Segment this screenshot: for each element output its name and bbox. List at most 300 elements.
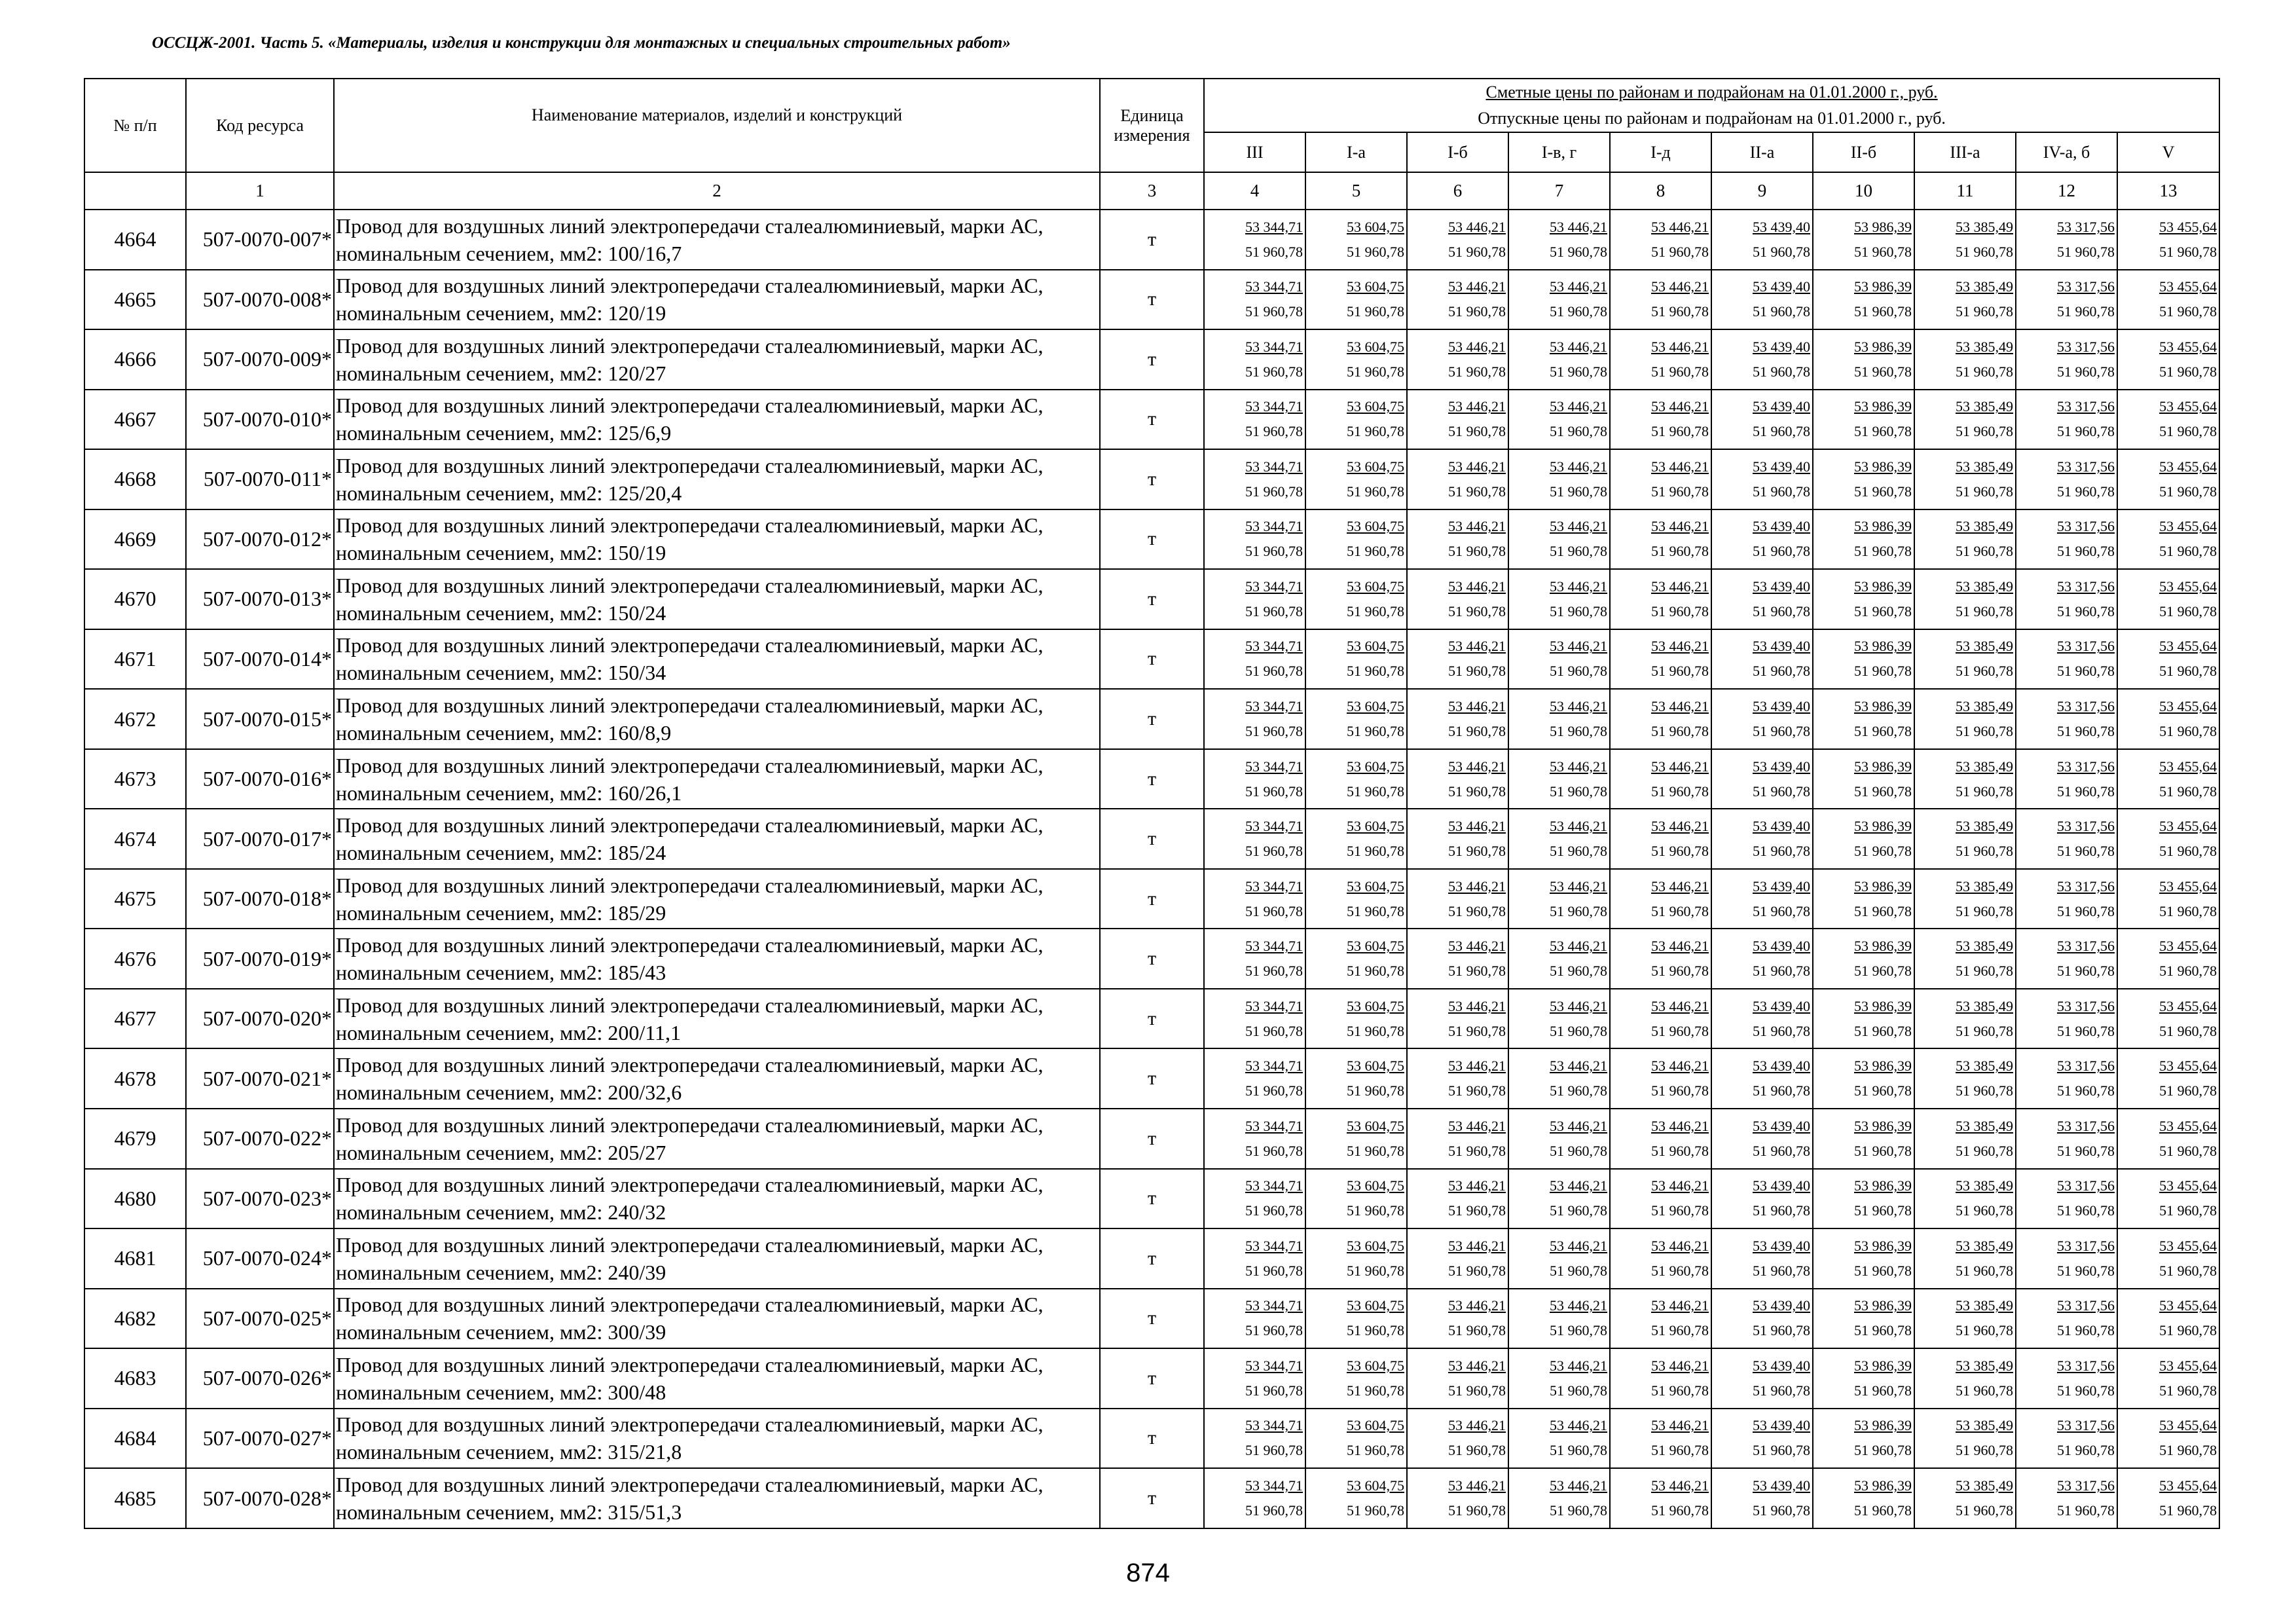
- price-estimate: 53 344,71: [1245, 1477, 1303, 1494]
- price-cell: [1204, 1169, 1305, 1229]
- item-name: [334, 270, 1100, 330]
- price-cell: [1813, 689, 1914, 749]
- item-name: [334, 329, 1100, 390]
- price-cell: [2016, 1169, 2117, 1229]
- price-cell: [1914, 869, 2016, 929]
- price-estimate: 53 455,64: [2159, 938, 2217, 955]
- price-estimate: 53 446,21: [1550, 877, 1607, 895]
- price-estimate: 53 446,21: [1651, 398, 1709, 415]
- col-header-np: № п/п: [84, 79, 186, 172]
- price-cell: [1407, 449, 1508, 509]
- price-cell: [1508, 689, 1610, 749]
- resource-code: 507-0070-009*: [186, 329, 334, 390]
- price-cell: [1407, 1468, 1508, 1528]
- price-release: 51 960,78: [1245, 1442, 1303, 1459]
- price-estimate: 53 446,21: [1550, 278, 1607, 295]
- price-cell: [1407, 989, 1508, 1049]
- price-estimate: 53 344,71: [1245, 338, 1303, 355]
- price-estimate: 53 344,71: [1245, 698, 1303, 715]
- price-estimate: 53 986,39: [1854, 818, 1912, 835]
- unit: т: [1100, 749, 1204, 809]
- price-release: 51 960,78: [1245, 1142, 1303, 1159]
- price-cell: [2117, 809, 2219, 869]
- price-release: 51 960,78: [1956, 1322, 2013, 1339]
- price-estimate: 53 385,49: [1956, 1357, 2013, 1374]
- price-estimate: 53 385,49: [1956, 578, 2013, 595]
- price-cell: [1508, 749, 1610, 809]
- price-cell: [1914, 210, 2016, 270]
- price-estimate: 53 455,64: [2159, 1417, 2217, 1434]
- row-number: 4677: [84, 989, 186, 1049]
- price-estimate: 53 455,64: [2159, 877, 2217, 895]
- price-cell: [1305, 1289, 1407, 1349]
- price-release: 51 960,78: [1753, 843, 1810, 860]
- price-cell: [1711, 929, 1813, 989]
- price-cell: [1610, 1289, 1711, 1349]
- price-cell: [2016, 989, 2117, 1049]
- price-estimate: 53 344,71: [1245, 398, 1303, 415]
- price-cell: [2016, 509, 2117, 570]
- price-cell: [1508, 569, 1610, 629]
- price-cell: [1204, 749, 1305, 809]
- column-number: 3: [1100, 172, 1204, 210]
- item-name-line: номинальным сечением, мм2: 315/51,3: [336, 1500, 682, 1524]
- price-cell: [1204, 210, 1305, 270]
- region-header: I-в, г: [1508, 132, 1610, 172]
- price-estimate: 53 317,56: [2057, 938, 2115, 955]
- price-cell: [1914, 1468, 2016, 1528]
- price-cell: [1813, 749, 1914, 809]
- price-estimate: 53 317,56: [2057, 1117, 2115, 1134]
- price-estimate: 53 344,71: [1245, 278, 1303, 295]
- table-row: [84, 1468, 2219, 1528]
- row-number: 4684: [84, 1409, 186, 1469]
- page-header: ОССЦЖ-2001. Часть 5. «Материалы, изделия и конструкции для монтажных и специальных строительных работ»: [152, 34, 1011, 52]
- price-cell: [2117, 509, 2219, 570]
- price-release: 51 960,78: [1854, 1262, 1912, 1279]
- price-cell: [1711, 270, 1813, 330]
- table-row: [84, 929, 2219, 989]
- column-number: 11: [1914, 172, 2016, 210]
- region-header: II-а: [1711, 132, 1813, 172]
- price-cell: [1813, 1409, 1914, 1469]
- price-release: 51 960,78: [1651, 1202, 1709, 1219]
- price-estimate: 53 446,21: [1651, 1117, 1709, 1134]
- price-estimate: 53 446,21: [1448, 758, 1506, 775]
- price-release: 51 960,78: [1651, 1502, 1709, 1519]
- price-estimate: 53 604,75: [1347, 1237, 1404, 1254]
- price-cell: [1204, 1048, 1305, 1109]
- unit: т: [1100, 1468, 1204, 1528]
- price-release: 51 960,78: [1854, 303, 1912, 320]
- price-release: 51 960,78: [1753, 723, 1810, 740]
- price-release: 51 960,78: [1245, 602, 1303, 619]
- price-estimate: 53 446,21: [1550, 398, 1607, 415]
- item-name-line: номинальным сечением, мм2: 120/27: [336, 361, 666, 385]
- price-estimate: 53 986,39: [1854, 698, 1912, 715]
- price-release: 51 960,78: [1956, 483, 2013, 500]
- row-number: 4674: [84, 809, 186, 869]
- item-name-line: Провод для воздушных линий электропередачи сталеалюминиевый, марки АС,: [336, 873, 1044, 897]
- price-release: 51 960,78: [1347, 423, 1404, 440]
- price-release: 51 960,78: [2057, 1142, 2115, 1159]
- item-name-line: номинальным сечением, мм2: 240/39: [336, 1260, 666, 1284]
- price-release: 51 960,78: [2057, 243, 2115, 260]
- price-cell: [1508, 1169, 1610, 1229]
- item-name-line: номинальным сечением, мм2: 300/39: [336, 1320, 666, 1344]
- price-cell: [1204, 1289, 1305, 1349]
- price-release: 51 960,78: [1651, 1262, 1709, 1279]
- price-cell: [2016, 329, 2117, 390]
- price-estimate: 53 439,40: [1753, 578, 1810, 595]
- item-name-line: номинальным сечением, мм2: 315/21,8: [336, 1440, 682, 1464]
- price-cell: [1914, 449, 2016, 509]
- price-estimate: 53 385,49: [1956, 218, 2013, 235]
- price-estimate: 53 317,56: [2057, 1058, 2115, 1075]
- unit: т: [1100, 1109, 1204, 1169]
- unit: т: [1100, 329, 1204, 390]
- price-estimate: 53 439,40: [1753, 1177, 1810, 1194]
- row-number: 4675: [84, 869, 186, 929]
- price-release: 51 960,78: [1854, 902, 1912, 919]
- price-release: 51 960,78: [2057, 602, 2115, 619]
- price-estimate: 53 385,49: [1956, 938, 2013, 955]
- price-release: 51 960,78: [1854, 1202, 1912, 1219]
- price-estimate: 53 446,21: [1550, 1297, 1607, 1314]
- row-number: 4672: [84, 689, 186, 749]
- price-cell: [1407, 1048, 1508, 1109]
- price-release: 51 960,78: [1550, 1202, 1607, 1219]
- row-number: 4671: [84, 629, 186, 690]
- price-release: 51 960,78: [1448, 1142, 1506, 1159]
- price-cell: [2117, 689, 2219, 749]
- price-cell: [2016, 1228, 2117, 1289]
- price-release: 51 960,78: [1550, 1382, 1607, 1399]
- item-name-line: Провод для воздушных линий электропередачи сталеалюминиевый, марки АС,: [336, 513, 1044, 538]
- resource-code: 507-0070-020*: [186, 989, 334, 1049]
- column-number: 5: [1305, 172, 1407, 210]
- column-number: 13: [2117, 172, 2219, 210]
- price-cell: [1914, 1048, 2016, 1109]
- price-estimate: 53 446,21: [1448, 338, 1506, 355]
- price-release: 51 960,78: [1956, 1022, 2013, 1039]
- price-release: 51 960,78: [1753, 602, 1810, 619]
- price-release: 51 960,78: [2057, 783, 2115, 800]
- price-estimate: 53 385,49: [1956, 877, 2013, 895]
- column-number: 4: [1204, 172, 1305, 210]
- price-release: 51 960,78: [1753, 783, 1810, 800]
- price-estimate: 53 385,49: [1956, 1477, 2013, 1494]
- price-cell: [1610, 629, 1711, 690]
- price-estimate: 53 439,40: [1753, 518, 1810, 535]
- price-estimate: 53 986,39: [1854, 278, 1912, 295]
- price-release: 51 960,78: [1550, 243, 1607, 260]
- price-cell: [2117, 629, 2219, 690]
- price-estimate: 53 385,49: [1956, 518, 2013, 535]
- price-cell: [1407, 1228, 1508, 1289]
- table-row: [84, 569, 2219, 629]
- price-estimate: 53 317,56: [2057, 638, 2115, 655]
- price-cell: [1407, 809, 1508, 869]
- price-cell: [1407, 1289, 1508, 1349]
- price-cell: [1914, 749, 2016, 809]
- price-estimate: 53 986,39: [1854, 578, 1912, 595]
- price-estimate: 53 385,49: [1956, 818, 2013, 835]
- price-estimate: 53 446,21: [1448, 877, 1506, 895]
- price-release: 51 960,78: [1448, 1382, 1506, 1399]
- price-release: 51 960,78: [1448, 1442, 1506, 1459]
- price-cell: [2117, 390, 2219, 450]
- price-cell: [2117, 1109, 2219, 1169]
- row-number: 4685: [84, 1468, 186, 1528]
- item-name-line: номинальным сечением, мм2: 200/11,1: [336, 1020, 682, 1044]
- price-estimate: 53 446,21: [1448, 638, 1506, 655]
- price-release: 51 960,78: [1347, 1322, 1404, 1339]
- price-cell: [1508, 449, 1610, 509]
- item-name-line: Провод для воздушных линий электропередачи сталеалюминиевый, марки АС,: [336, 1412, 1044, 1437]
- price-release: 51 960,78: [1854, 1502, 1912, 1519]
- price-estimate: 53 986,39: [1854, 758, 1912, 775]
- price-cell: [1610, 1169, 1711, 1229]
- price-cell: [1508, 1348, 1610, 1409]
- region-header: V: [2117, 132, 2219, 172]
- price-cell: [2016, 1409, 2117, 1469]
- price-estimate: 53 455,64: [2159, 338, 2217, 355]
- price-title-estimate: Сметные цены по районам и подрайонам на 01.01.2000 г., руб.: [1485, 83, 1938, 101]
- price-estimate: 53 986,39: [1854, 938, 1912, 955]
- price-estimate: 53 446,21: [1448, 1237, 1506, 1254]
- item-name: [334, 1348, 1100, 1409]
- price-release: 51 960,78: [1550, 963, 1607, 980]
- price-cell: [1813, 449, 1914, 509]
- row-number: 4681: [84, 1228, 186, 1289]
- column-number: 10: [1813, 172, 1914, 210]
- price-cell: [1305, 509, 1407, 570]
- item-name-line: Провод для воздушных линий электропередачи сталеалюминиевый, марки АС,: [336, 1232, 1044, 1257]
- unit: т: [1100, 1409, 1204, 1469]
- price-release: 51 960,78: [1347, 723, 1404, 740]
- price-release: 51 960,78: [1550, 663, 1607, 680]
- price-estimate: 53 986,39: [1854, 1297, 1912, 1314]
- price-estimate: 53 446,21: [1448, 698, 1506, 715]
- col-header-prices: [1204, 79, 2219, 132]
- price-release: 51 960,78: [1956, 1382, 2013, 1399]
- price-release: 51 960,78: [1651, 963, 1709, 980]
- price-release: 51 960,78: [2159, 723, 2217, 740]
- price-release: 51 960,78: [1753, 963, 1810, 980]
- price-cell: [2016, 629, 2117, 690]
- price-release: 51 960,78: [1854, 963, 1912, 980]
- price-cell: [1610, 989, 1711, 1049]
- row-number: 4670: [84, 569, 186, 629]
- price-cell: [1813, 869, 1914, 929]
- price-estimate: 53 344,71: [1245, 1058, 1303, 1075]
- price-cell: [2117, 569, 2219, 629]
- price-estimate: 53 446,21: [1651, 1477, 1709, 1494]
- price-estimate: 53 344,71: [1245, 938, 1303, 955]
- price-release: 51 960,78: [1651, 602, 1709, 619]
- price-estimate: 53 446,21: [1651, 578, 1709, 595]
- unit: т: [1100, 629, 1204, 690]
- unit: т: [1100, 270, 1204, 330]
- price-release: 51 960,78: [1854, 1082, 1912, 1099]
- price-estimate: 53 604,75: [1347, 218, 1404, 235]
- price-estimate: 53 439,40: [1753, 1357, 1810, 1374]
- price-estimate: 53 344,71: [1245, 518, 1303, 535]
- price-estimate: 53 455,64: [2159, 1357, 2217, 1374]
- price-cell: [1305, 809, 1407, 869]
- price-estimate: 53 986,39: [1854, 1177, 1912, 1194]
- price-cell: [1407, 1109, 1508, 1169]
- price-release: 51 960,78: [1651, 1142, 1709, 1159]
- item-name: [334, 569, 1100, 629]
- price-release: 51 960,78: [1347, 1442, 1404, 1459]
- price-cell: [1204, 390, 1305, 450]
- price-release: 51 960,78: [1550, 1262, 1607, 1279]
- price-cell: [2117, 1228, 2219, 1289]
- price-release: 51 960,78: [1753, 1202, 1810, 1219]
- price-release: 51 960,78: [1956, 902, 2013, 919]
- unit: т: [1100, 1169, 1204, 1229]
- price-estimate: 53 604,75: [1347, 1417, 1404, 1434]
- price-estimate: 53 446,21: [1448, 458, 1506, 475]
- price-release: 51 960,78: [1956, 1142, 2013, 1159]
- price-cell: [1813, 1169, 1914, 1229]
- price-cell: [1305, 629, 1407, 690]
- price-cell: [1407, 749, 1508, 809]
- price-cell: [1508, 1468, 1610, 1528]
- price-release: 51 960,78: [1651, 723, 1709, 740]
- price-release: 51 960,78: [1651, 303, 1709, 320]
- price-cell: [2117, 329, 2219, 390]
- unit: т: [1100, 689, 1204, 749]
- price-estimate: 53 317,56: [2057, 1177, 2115, 1194]
- resource-code: 507-0070-012*: [186, 509, 334, 570]
- item-name: [334, 749, 1100, 809]
- price-release: 51 960,78: [1550, 1142, 1607, 1159]
- price-release: 51 960,78: [1550, 303, 1607, 320]
- unit: т: [1100, 929, 1204, 989]
- price-cell: [1204, 689, 1305, 749]
- price-estimate: 53 446,21: [1448, 997, 1506, 1014]
- item-name: [334, 1468, 1100, 1528]
- price-cell: [1407, 929, 1508, 989]
- price-release: 51 960,78: [1448, 1262, 1506, 1279]
- price-release: 51 960,78: [1854, 1022, 1912, 1039]
- price-release: 51 960,78: [1347, 602, 1404, 619]
- price-estimate: 53 986,39: [1854, 997, 1912, 1014]
- resource-code: 507-0070-024*: [186, 1228, 334, 1289]
- price-release: 51 960,78: [1550, 902, 1607, 919]
- price-release: 51 960,78: [1956, 1262, 2013, 1279]
- price-cell: [1813, 1228, 1914, 1289]
- price-cell: [1407, 689, 1508, 749]
- item-name-line: номинальным сечением, мм2: 240/32: [336, 1200, 666, 1225]
- price-estimate: 53 439,40: [1753, 698, 1810, 715]
- price-release: 51 960,78: [1651, 1082, 1709, 1099]
- price-cell: [2117, 449, 2219, 509]
- col-header-name: Наименование материалов, изделий и конструкций: [334, 79, 1100, 172]
- price-release: 51 960,78: [2159, 1502, 2217, 1519]
- price-release: 51 960,78: [1651, 843, 1709, 860]
- price-release: 51 960,78: [1550, 1502, 1607, 1519]
- price-release: 51 960,78: [1347, 1382, 1404, 1399]
- unit: т: [1100, 509, 1204, 570]
- unit: т: [1100, 1348, 1204, 1409]
- price-cell: [2016, 1348, 2117, 1409]
- item-name-line: Провод для воздушных линий электропередачи сталеалюминиевый, марки АС,: [336, 274, 1044, 298]
- price-cell: [1305, 1348, 1407, 1409]
- price-release: 51 960,78: [1245, 902, 1303, 919]
- price-estimate: 53 439,40: [1753, 1477, 1810, 1494]
- price-release: 51 960,78: [1550, 543, 1607, 560]
- price-release: 51 960,78: [2057, 902, 2115, 919]
- price-release: 51 960,78: [1753, 243, 1810, 260]
- resource-code: 507-0070-015*: [186, 689, 334, 749]
- price-estimate: 53 604,75: [1347, 458, 1404, 475]
- item-name-line: номинальным сечением, мм2: 125/20,4: [336, 481, 682, 505]
- item-name-line: номинальным сечением, мм2: 185/43: [336, 961, 666, 985]
- price-estimate: 53 604,75: [1347, 638, 1404, 655]
- item-name: [334, 689, 1100, 749]
- price-estimate: 53 986,39: [1854, 458, 1912, 475]
- col-header-unit: Единица измерения: [1100, 79, 1204, 172]
- price-cell: [1711, 809, 1813, 869]
- price-release: 51 960,78: [1448, 243, 1506, 260]
- price-estimate: 53 446,21: [1448, 1477, 1506, 1494]
- price-release: 51 960,78: [1854, 663, 1912, 680]
- item-name-line: Провод для воздушных линий электропередачи сталеалюминиевый, марки АС,: [336, 333, 1044, 358]
- unit: т: [1100, 1048, 1204, 1109]
- price-release: 51 960,78: [2159, 243, 2217, 260]
- price-estimate: 53 385,49: [1956, 1297, 2013, 1314]
- price-estimate: 53 446,21: [1448, 818, 1506, 835]
- price-release: 51 960,78: [1448, 663, 1506, 680]
- item-name-line: номинальным сечением, мм2: 160/8,9: [336, 721, 672, 745]
- item-name-line: Провод для воздушных линий электропередачи сталеалюминиевый, марки АС,: [336, 813, 1044, 838]
- item-name-line: Провод для воздушных линий электропередачи сталеалюминиевый, марки АС,: [336, 1053, 1044, 1077]
- price-estimate: 53 344,71: [1245, 1357, 1303, 1374]
- price-estimate: 53 446,21: [1448, 1297, 1506, 1314]
- price-cell: [1711, 749, 1813, 809]
- price-cell: [1407, 329, 1508, 390]
- price-release: 51 960,78: [1245, 1202, 1303, 1219]
- row-number: 4683: [84, 1348, 186, 1409]
- price-release: 51 960,78: [1854, 1382, 1912, 1399]
- price-cell: [2117, 210, 2219, 270]
- price-cell: [1711, 1109, 1813, 1169]
- price-estimate: 53 455,64: [2159, 1177, 2217, 1194]
- item-name-line: Провод для воздушных линий электропередачи сталеалюминиевый, марки АС,: [336, 1173, 1044, 1197]
- price-release: 51 960,78: [1245, 1022, 1303, 1039]
- price-release: 51 960,78: [1245, 783, 1303, 800]
- price-cell: [1305, 329, 1407, 390]
- price-estimate: 53 446,21: [1651, 1357, 1709, 1374]
- price-cell: [1711, 210, 1813, 270]
- table-row: [84, 210, 2219, 270]
- resource-code: 507-0070-027*: [186, 1409, 334, 1469]
- price-estimate: 53 604,75: [1347, 518, 1404, 535]
- price-estimate: 53 446,21: [1550, 1058, 1607, 1075]
- price-estimate: 53 317,56: [2057, 1297, 2115, 1314]
- item-name: [334, 989, 1100, 1049]
- price-release: 51 960,78: [1854, 723, 1912, 740]
- price-release: 51 960,78: [2057, 1082, 2115, 1099]
- price-cell: [2117, 1348, 2219, 1409]
- price-release: 51 960,78: [1854, 423, 1912, 440]
- price-estimate: 53 446,21: [1651, 278, 1709, 295]
- price-estimate: 53 446,21: [1448, 278, 1506, 295]
